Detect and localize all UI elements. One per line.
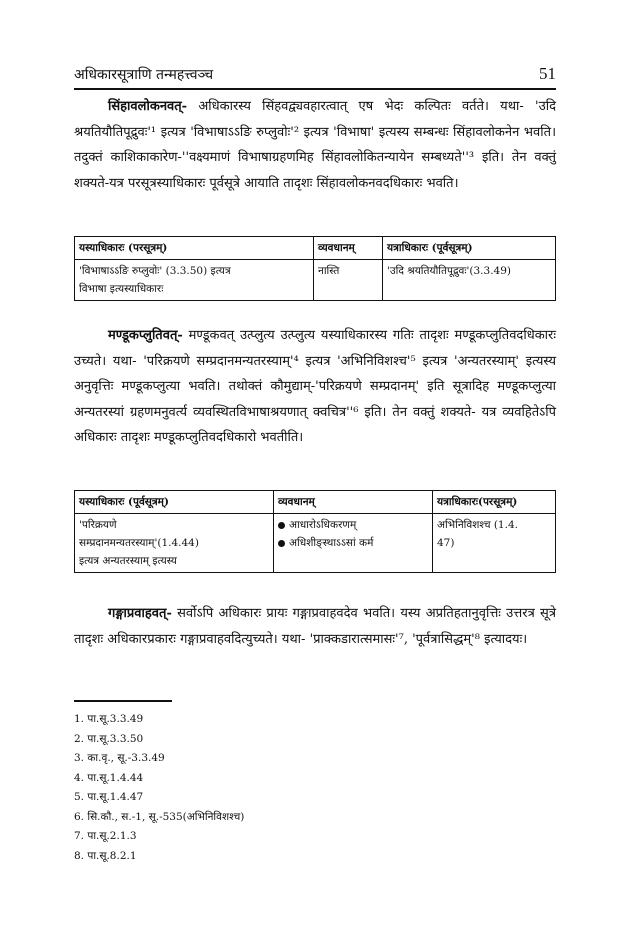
footnote: 1. पा.सू.3.3.49 [74,713,144,725]
paragraph-text: सर्वोऽपि अधिकारः प्रायः गङ्गाप्रवाहवदेव भवति। यस्य अप्रतिहतानुवृत्तिः उत्तरत्र सूत्रे तादृशः अधिकारप्रकारः गङ्गाप्रवाहवदित्युच्यते। यथा- 'प्राक्कडारात्समासः'⁷, 'पूर्वत्रासिद्धम्'⁸ इत्यादयः। [74,606,556,647]
table-cell [75,260,314,301]
footnote: 2. पा.सू.3.3.50 [74,732,144,745]
term-simhavalokana: सिंहावलोकनवत्- [108,99,188,114]
table-header-cell: व्यवधानम् [274,491,433,514]
table-header-row [75,491,556,514]
table-cell [274,514,433,573]
footnote: 3. का.वृ., सू.-3.3.49 [74,752,165,764]
term-gangapravaha: गङ्गाप्रवाहवत्- [108,606,172,621]
cell-line: सम्प्रदानमन्यतरस्याम्'(1.4.44) [79,537,199,549]
table-simhavalokana [74,236,556,301]
footnote: 5. पा.सू.1.4.47 [74,791,144,803]
bullet-text: आधारोऽधिकरणम् [289,519,357,531]
cell-line: 47) [437,537,455,549]
bullet-dot-icon [278,540,285,547]
running-title: अधिकारसूत्राणि तन्महत्त्वञ्च [74,67,214,83]
footnotes [74,710,244,866]
table-header-cell: यस्याधिकारः (पूर्वसूत्रम्) [75,491,274,514]
table-cell [75,514,274,573]
table-header-cell: व्यवधानम् [314,237,383,260]
table-mandukapluti [74,490,556,573]
term-mandukapluti: मण्डूकप्लुतिवत्- [108,328,183,343]
paragraph-simhavalokana [74,94,556,196]
cell-line: इत्यत्र अन्यतरस्याम् इत्यस्य [79,555,177,567]
paragraph-gangapravaha [74,601,556,652]
page-number: 51 [539,64,556,83]
footnote: 4. पा.सू.1.4.44 [74,771,144,784]
footnote: 6. सि.कौ., स.-1, सू.-535(अभिनिविशश्च) [74,810,245,823]
bullet-item [278,534,428,552]
table-cell: नास्ति [314,260,383,301]
bullet-text: अधिशीङ्स्थाऽऽसां कर्म [289,537,374,549]
cell-line: 'परिक्रयणे [79,519,117,531]
cell-line: अभिनिविशश्च (1.4. [437,519,518,531]
paragraph-text: मण्डूकवत् उत्प्लुत्य उत्प्लुत्य यस्याधिकारस्य गतिः तादृशः मण्डूकप्लुतिवदधिकारः उच्यते। यथा- 'परिक्रयणे सम्प्रदानमन्यतरस्याम्'⁴ इत्यत्र 'अभिनिविशश्च'⁵ इत्यत्र 'अन्यतरस्याम्' इत्यस्य अनुवृत्तिः मण्डूकप्लुत्या भवति। तथोक्तं कौमुद्याम्-'परिक्रयणे सम्प्रदानम्' इति सूत्रादिह मण्डूकप्लुत्या अन्यतरस्यां ग्रहणमनुवर्त्य व्यवस्थितविभाषाश्रयणात् क्वचित्र''⁶ इति। तेन वक्तुं शक्यते- यत्र व्यवहितेऽपि अधिकारः तादृशः मण्डूकप्लुतिवदधिकारो भवतीति। [74,328,556,445]
paragraph-text: अधिकारस्य सिंहवद्व्यवहारत्वात् एष भेदः कल्पितः वर्तते। यथा- 'उदि श्रयतियौतिपूद्रुवः'¹ इत्यत्र 'विभाषाऽऽङि रुप्लुवोः'² इत्यत्र 'विभाषा' इत्यस्य सम्बन्धः सिंहावलोकनेन भवति। तदुक्तं काशिकाकारेण-''वक्ष्यमाणं विभाषाग्रहणमिह सिंहावलोकितन्यायेन सम्बध्यते''³ इति। तेन वक्तुं शक्यते-यत्र परसूत्रस्याधिकारः पूर्वसूत्रे आयाति तादृशः सिंहावलोकनवदधिकारः भवति। [74,99,556,191]
table-header-cell: यत्राधिकारः(परसूत्रम्) [433,491,556,514]
table-cell [433,514,556,573]
footnote-rule [74,700,172,702]
table-cell: 'उदि श्रयतियौतिपूद्रुवः'(3.3.49) [383,260,556,301]
table-header-row [75,237,556,260]
bullet-item [278,516,428,534]
cell-line: विभाषा इत्यस्याधिकारः [79,283,164,295]
table-row [75,260,556,301]
header-rule [74,88,556,90]
table-header-cell: यस्याधिकारः (परसूत्रम्) [75,237,314,260]
footnote: 7. पा.सू.2.1.3 [74,830,137,842]
table-row [75,514,556,573]
cell-line: 'विभाषाऽऽङि रुप्लुवोः' (3.3.50) इत्यत्र [79,265,231,277]
footnote: 8. पा.सू.8.2.1 [74,849,137,862]
bullet-dot-icon [278,522,285,529]
running-header [74,58,556,84]
table-header-cell: यत्राधिकारः (पूर्वसूत्रम्) [383,237,556,260]
paragraph-mandukapluti [74,323,556,451]
